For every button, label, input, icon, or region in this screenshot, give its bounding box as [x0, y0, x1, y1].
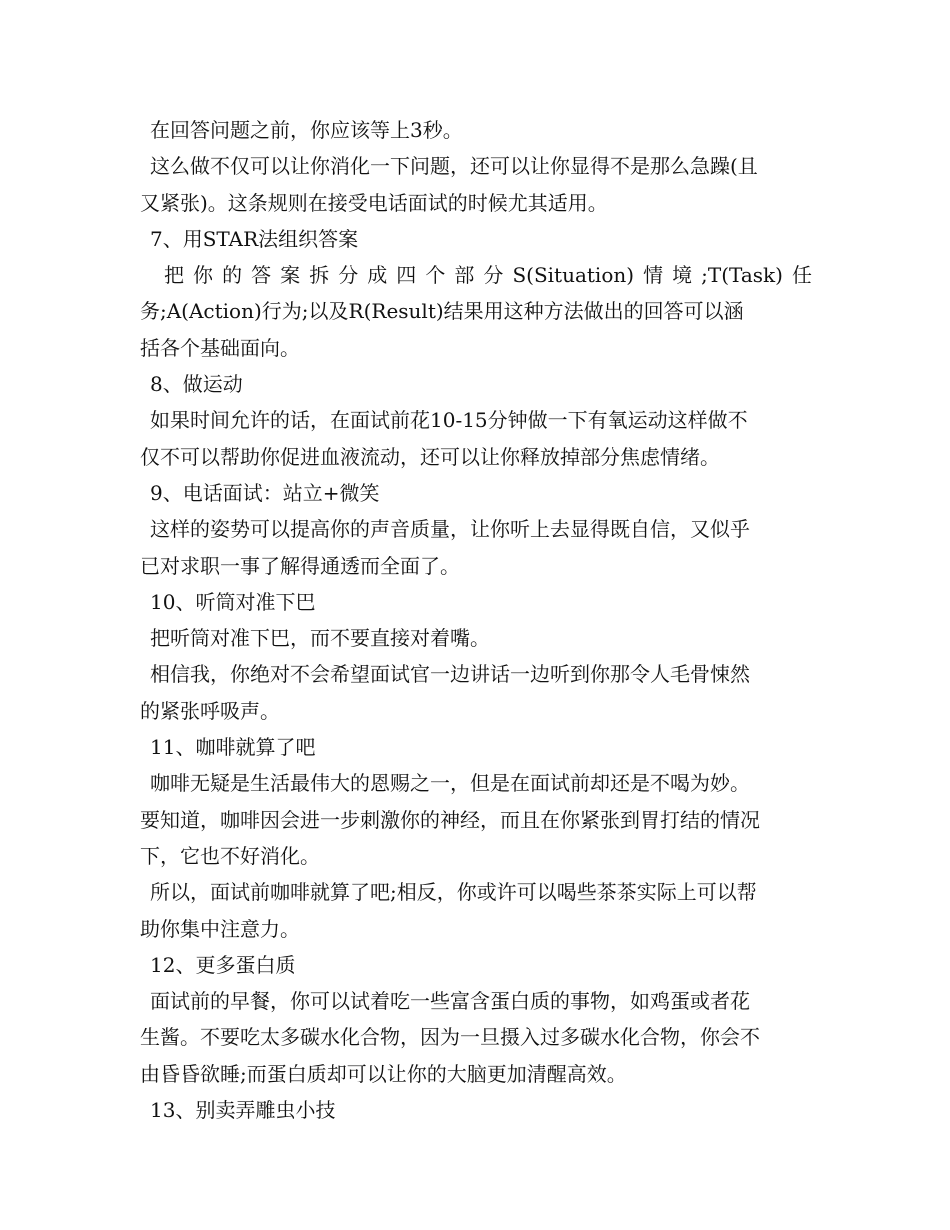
paragraph-line: 已对求职一事了解得通透而全面了。	[140, 553, 460, 578]
paragraph-line: 如果时间允许的话，在面试前花10-15分钟做一下有氧运动这样做不	[150, 408, 748, 433]
paragraph-line: 下，它也不好消化。	[140, 843, 320, 868]
paragraph-line: 仅不可以帮助你促进血液流动，还可以让你释放掉部分焦虑情绪。	[140, 444, 720, 469]
paragraph-line: 又紧张)。这条规则在接受电话面试的时候尤其适用。	[140, 190, 608, 215]
paragraph-line: 务;A(Action)行为;以及R(Result)结果用这种方法做出的回答可以涵	[140, 299, 744, 324]
paragraph-line: 助你集中注意力。	[140, 916, 300, 941]
section-heading: 11、咖啡就算了吧	[150, 735, 316, 760]
paragraph-line: 面试前的早餐，你可以试着吃一些富含蛋白质的事物，如鸡蛋或者花	[150, 989, 750, 1014]
paragraph-line: 生酱。不要吃太多碳水化合物，因为一旦摄入过多碳水化合物，你会不	[140, 1025, 760, 1050]
section-heading: 7、用STAR法组织答案	[150, 226, 359, 251]
paragraph-line: 的紧张呼吸声。	[140, 698, 280, 723]
paragraph-line: 这样的姿势可以提高你的声音质量，让你听上去显得既自信，又似乎	[150, 517, 750, 542]
paragraph-line: 要知道，咖啡因会进一步刺激你的神经，而且在你紧张到胃打结的情况	[140, 807, 760, 832]
paragraph-line: 把听筒对准下巴，而不要直接对着嘴。	[150, 626, 490, 651]
paragraph-line: 咖啡无疑是生活最伟大的恩赐之一，但是在面试前却还是不喝为妙。	[150, 771, 750, 796]
paragraph-line: 由昏昏欲睡;而蛋白质却可以让你的大脑更加清醒高效。	[140, 1061, 627, 1086]
paragraph-line: 在回答问题之前，你应该等上3秒。	[150, 118, 463, 142]
section-heading: 12、更多蛋白质	[150, 952, 296, 977]
section-heading: 10、听筒对准下巴	[150, 589, 316, 614]
paragraph-line: 这么做不仅可以让你消化一下问题，还可以让你显得不是那么急躁(且	[150, 154, 758, 179]
section-heading: 9、电话面试：站立+微笑	[150, 480, 380, 505]
section-heading: 13、别卖弄雕虫小技	[150, 1098, 336, 1123]
paragraph-line: 相信我，你绝对不会希望面试官一边讲话一边听到你那令人毛骨悚然	[150, 662, 750, 687]
paragraph-line: 所以，面试前咖啡就算了吧;相反，你或许可以喝些茶茶实际上可以帮	[150, 880, 757, 905]
paragraph-line: 括各个基础面向。	[140, 335, 300, 360]
section-heading: 8、做运动	[150, 372, 243, 397]
document-page	[140, 112, 812, 1128]
paragraph-line: 把你的答案拆分成四个部分S(Situation)情境;T(Task)任	[164, 263, 812, 288]
